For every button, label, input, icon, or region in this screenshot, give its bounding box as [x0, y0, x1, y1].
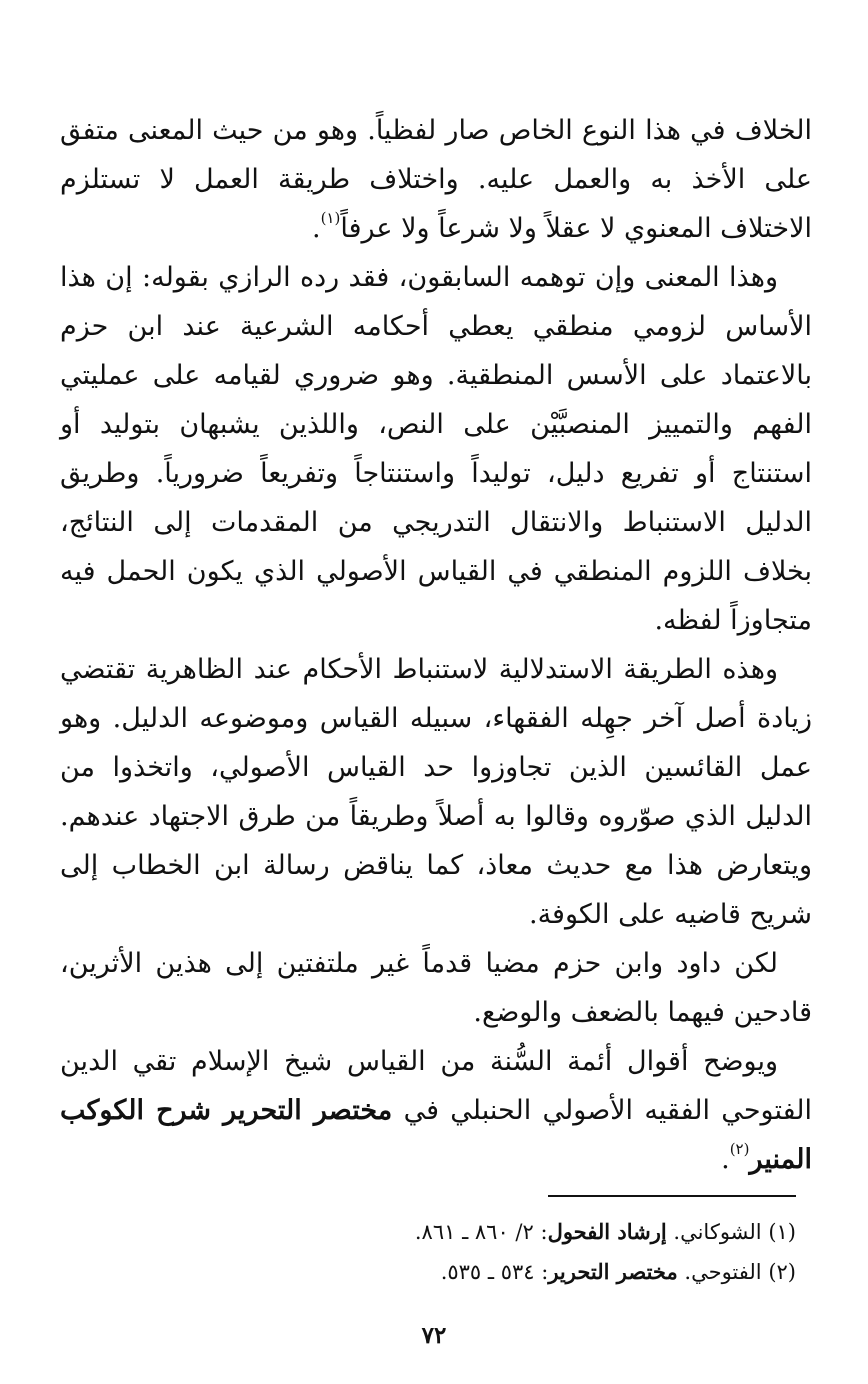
paragraph-3: وهذه الطريقة الاستدلالية لاستنباط الأحكام عند الظاهرية تقتضي زيادة أصل آخر جهِله الفقهاء، سبيله القياس وموضوعه الدليل. وهو عمل القائسين الذين تجاوزوا حد القياس الأصولي، واتخذوا من الدليل الذي صوّروه وقالوا به أصلاً وطريقاً من طرق الاجتهاد عندهم. ويتعارض هذا مع حديث معاذ، كما يناقض رسالة ابن الخطاب إلى شريح قاضيه على الكوفة. [60, 654, 812, 930]
paragraph-1 [60, 106, 812, 253]
footnote-1-book: إرشاد الفحول [547, 1219, 667, 1244]
footnotes [240, 1212, 796, 1292]
paragraph-2: وهذا المعنى وإن توهمه السابقون، فقد رده الرازي بقوله: إن هذا الأساس لزومي منطقي يعطي أحكامه الشرعية عند ابن حزم بالاعتماد على الأسس المنطقية. وهو ضروري لقيامه على عمليتي الفهم والتمييز المنصبَّيْن على النص، واللذين يشبهان بتوليد أو استنتاج أو تفريع دليل، توليداً واستنتاجاً وتفريعاً ضرورياً. وطريق الدليل الاستنباط والانتقال التدريجي من المقدمات إلى النتائج، بخلاف اللزوم المنطقي في القياس الأصولي الذي يكون الحمل فيه متجاوزاً لفظه. [60, 262, 812, 636]
book-title-bold: مختصر التحرير شرح الكوكب المنير [60, 1095, 812, 1175]
footnote-2-marker: (٢) [768, 1260, 796, 1284]
footnote-2-book: مختصر التحرير [548, 1259, 678, 1284]
footnote-1 [240, 1212, 796, 1252]
footnote-ref-2: (٢) [729, 1140, 750, 1158]
footnote-1-marker: (١) [768, 1220, 796, 1244]
main-text [60, 106, 812, 1184]
page-number: ٧٢ [421, 1322, 447, 1349]
paragraph-5-end: . [721, 1144, 730, 1175]
footnote-1-ref: : ٢/ ٨٦٠ ـ ٨٦١. [414, 1220, 548, 1244]
footnote-divider [548, 1195, 796, 1197]
paragraph-1-end: . [311, 213, 321, 244]
footnote-2-ref: : ٥٣٤ ـ ٥٣٥. [440, 1260, 549, 1284]
footnote-1-author: الشوكاني. [666, 1220, 769, 1244]
footnote-2-author: الفتوحي. [677, 1260, 769, 1284]
footnote-2 [240, 1252, 796, 1292]
paragraph-4: لكن داود وابن حزم مضيا قدماً غير ملتفتين إلى هذين الأثرين، قادحين فيهما بالضعف والوضع. [60, 948, 812, 1028]
paragraph-1-text: الخلاف في هذا النوع الخاص صار لفظياً. وهو من حيث المعنى متفق على الأخذ به والعمل عليه. واختلاف طريقة العمل لا تستلزم الاختلاف المعنوي لا عقلاً ولا شرعاً ولا عرفاً [60, 115, 812, 244]
paragraph-5-text: ويوضح أقوال أئمة السُّنة من القياس شيخ الإسلام تقي الدين الفتوحي الفقيه الأصولي الحنبلي في [60, 1046, 812, 1126]
footnote-ref-1: (١) [320, 209, 341, 227]
paragraph-5 [60, 1037, 812, 1184]
